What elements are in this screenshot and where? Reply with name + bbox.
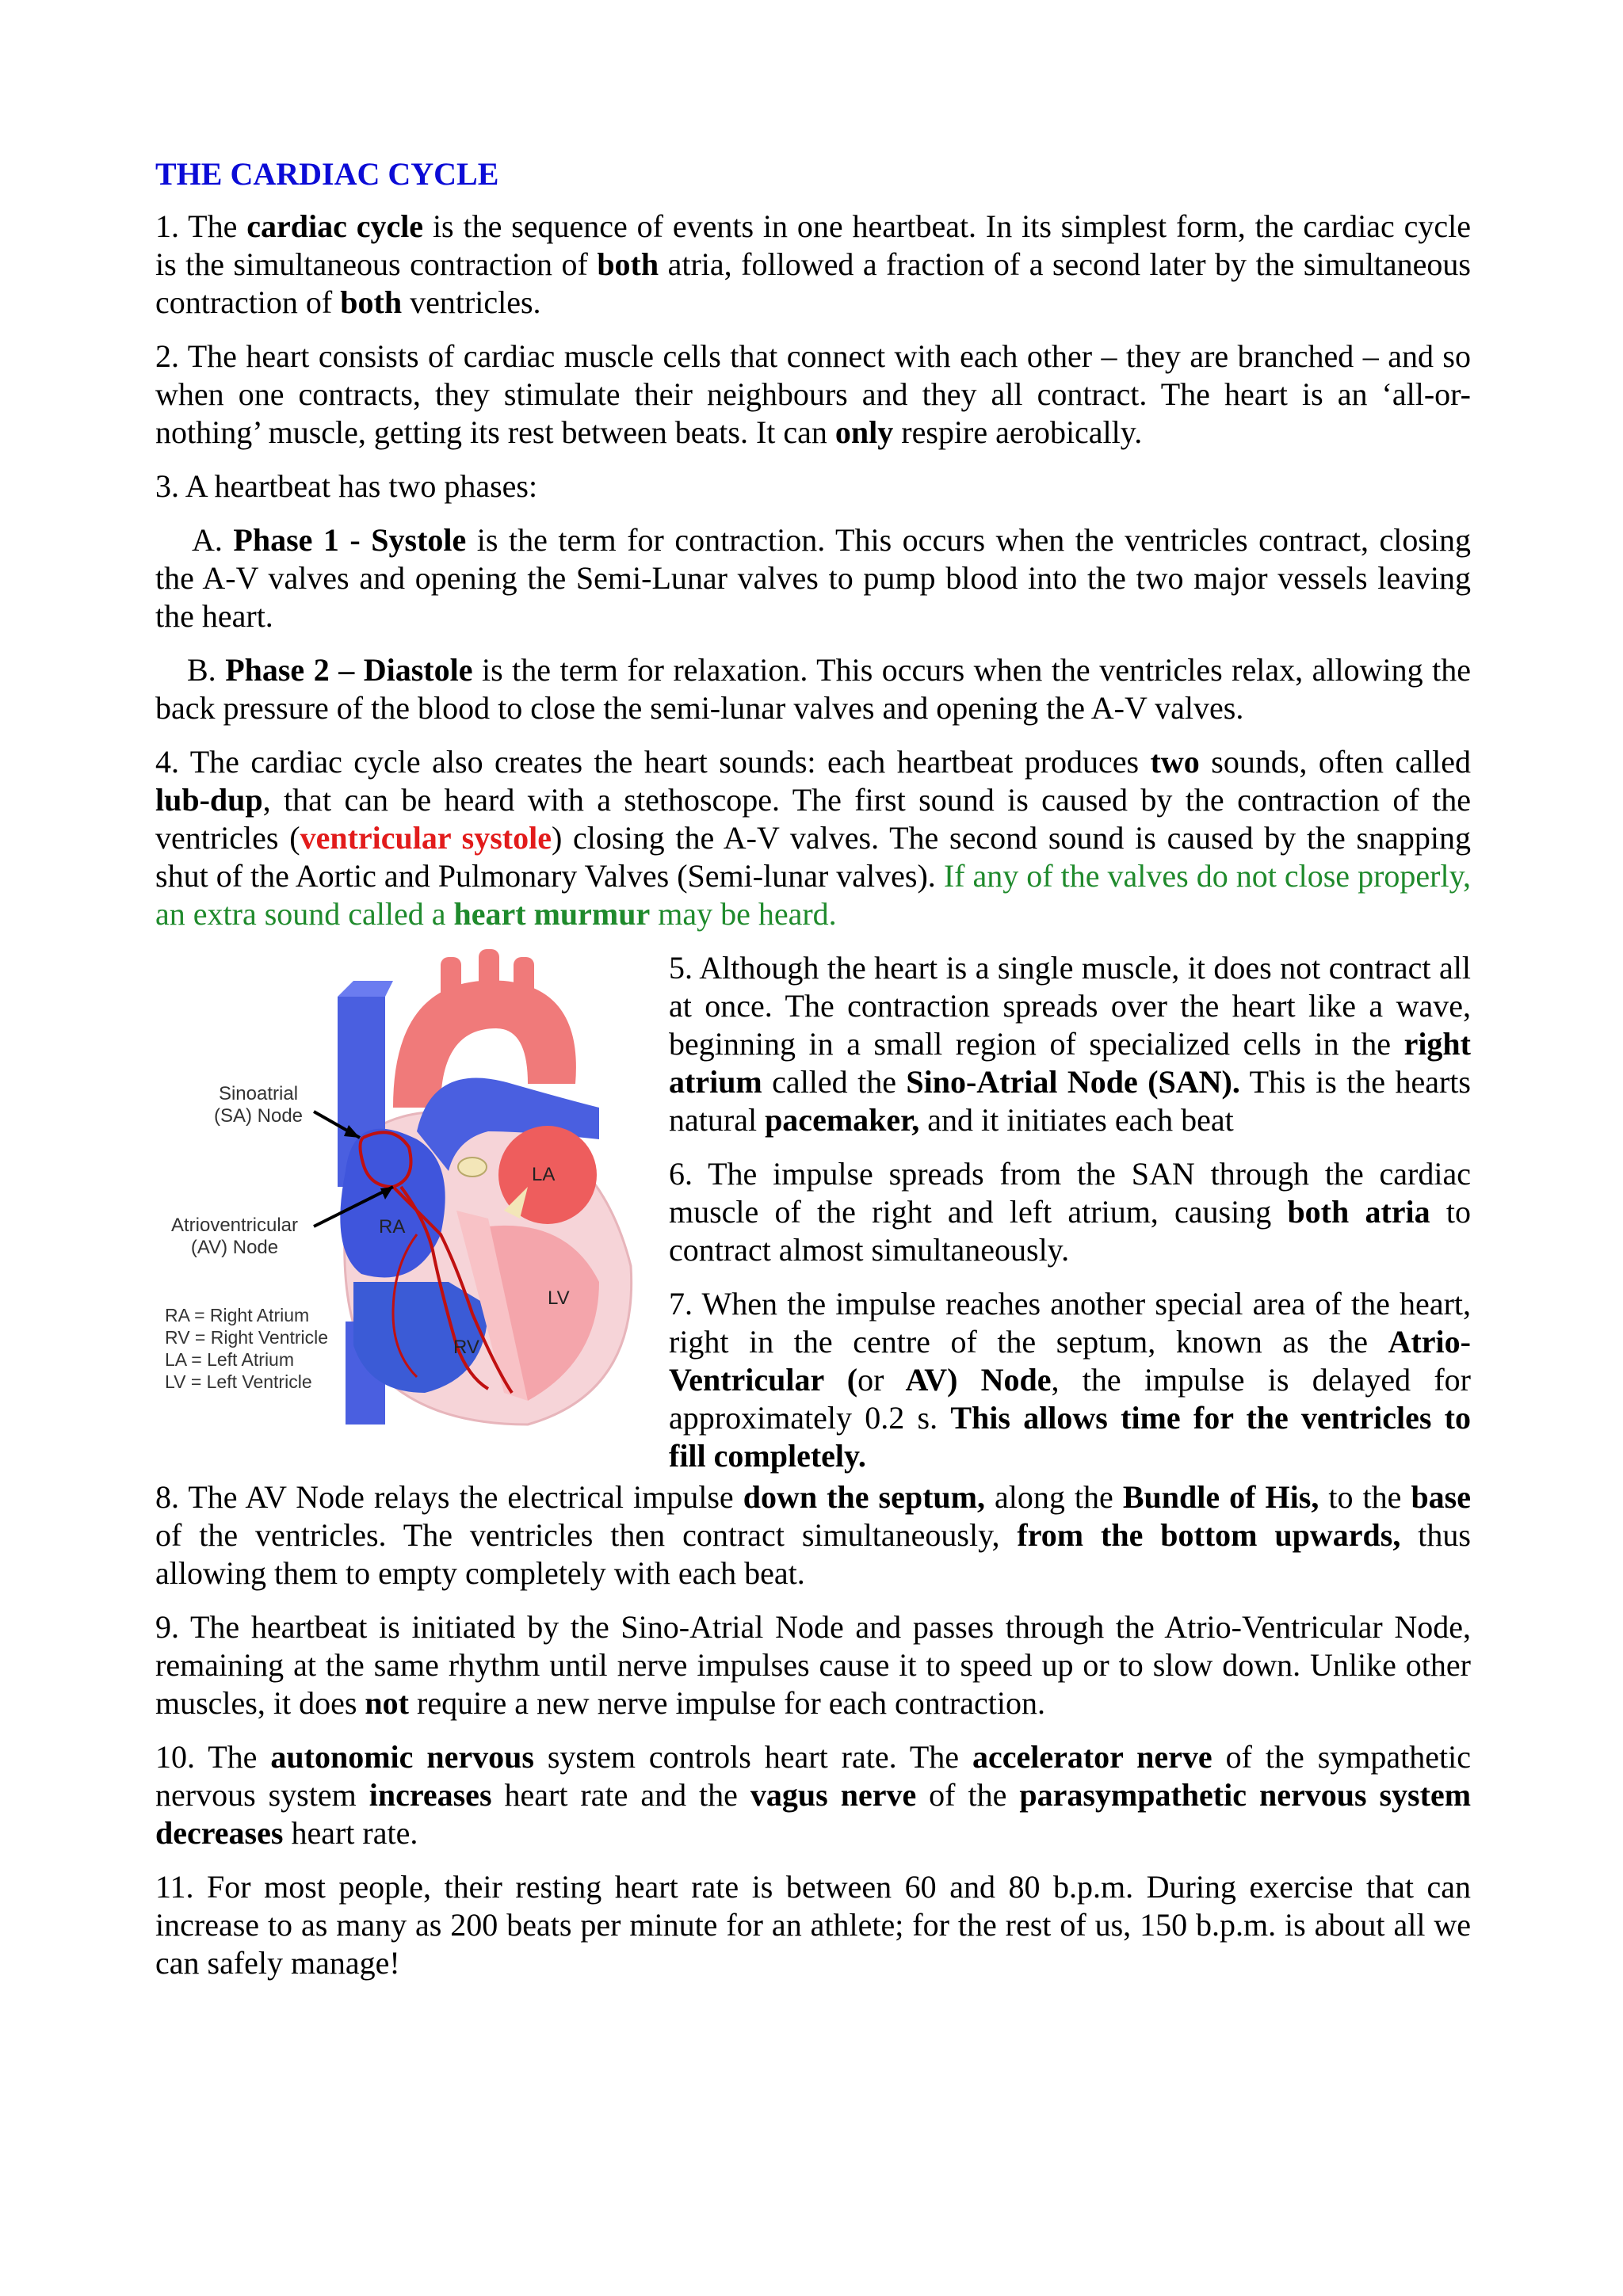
ra-label: RA xyxy=(379,1216,406,1238)
legend-la: LA = Left Atrium xyxy=(165,1349,295,1370)
la-label: LA xyxy=(532,1164,556,1185)
vena-cava-top-shape xyxy=(338,981,393,997)
lv-label: LV xyxy=(548,1287,570,1309)
aorta-branch-3-shape xyxy=(514,957,534,1013)
paragraph-5: 5. Although the heart is a single muscle, it does not contract all at once. The contraction spreads over the heart like a wave, beginning in a small region of specialized cells in the right atrium called the Sino-Atrial Node (SAN). This is the hearts natural pacemaker, and it initiates each beat xyxy=(669,950,1471,1138)
paragraph-4: 4. The cardiac cycle also creates the heart sounds: each heartbeat produces two sounds, often called lub-dup, that can be heard with a stethoscope. The first sound is caused by the contraction of the ventricles (ventricular systole) closing the A-V valves. The second sound is caused by the snapping shut of the Aortic and Pulmonary Valves (Semi-lunar valves). If any of the valves do not close properly, an extra sound called a heart murmur may be heard. xyxy=(155,744,1471,932)
paragraph-8: 8. The AV Node relays the electrical impulse down the septum, along the Bundle of His, to the base of the ventricles. The ventricles then contract simultaneously, from the bottom upwards, thus allowing them to empty completely with each beat. xyxy=(155,1479,1472,1591)
figure-row xyxy=(155,949,1471,1474)
aorta-branch-2-shape xyxy=(479,949,499,1005)
paragraph-phase-b: B. Phase 2 – Diastole is the term for relaxation. This occurs when the ventricles relax, allowing the back pressure of the blood to close the semi-lunar valves and opening the A-V valves. xyxy=(155,652,1471,726)
page-title: THE CARDIAC CYCLE xyxy=(155,156,499,192)
paragraph-2: 2. The heart consists of cardiac muscle cells that connect with each other – they are branched – and so when one contracts, they stimulate their neighbours and they all contract. The heart is an ‘all-or-nothing’ muscle, getting its rest between beats. It can only respire aerobically. xyxy=(155,338,1471,450)
sa-node-label-line-1: Sinoatrial xyxy=(218,1083,299,1104)
aorta-branch-1-shape xyxy=(441,957,461,1013)
semilunar-valve-shape xyxy=(458,1158,487,1177)
document-page xyxy=(155,155,1471,1998)
right-column-text xyxy=(669,949,1471,1491)
paragraph-7: 7. When the impulse reaches another special area of the heart, right in the centre of the septum, known as the Atrio-Ventricular (or AV) Node, the impulse is delayed for approximately 0.2 s. This allows time for the ventricles to fill completely. xyxy=(669,1286,1471,1474)
heart-diagram-svg xyxy=(155,949,655,1428)
paragraph-phase-a: A. Phase 1 - Systole is the term for contraction. This occurs when the ventricles contract, closing the A-V valves and opening the Semi-Lunar valves to pump blood into the two major vessels leaving the heart. xyxy=(155,522,1472,634)
sa-node-label-line-2: (SA) Node xyxy=(213,1105,304,1127)
paragraph-11: 11. For most people, their resting heart rate is between 60 and 80 b.p.m. During exercise that can increase to as many as 200 beats per minute for an athlete; for the rest of us, 150 b.p.m. is about all we can safely manage! xyxy=(155,1869,1471,1981)
heart-conduction-diagram xyxy=(155,949,655,1428)
legend-lv: LV = Left Ventricle xyxy=(165,1371,312,1392)
paragraph-10: 10. The autonomic nervous system controls heart rate. The accelerator nerve of the sympathetic nervous system increases heart rate and the vagus nerve of the parasympathetic nervous system decreases heart rate. xyxy=(155,1739,1472,1851)
rv-label: RV xyxy=(453,1337,479,1358)
legend-ra: RA = Right Atrium xyxy=(165,1305,310,1325)
paragraph-6: 6. The impulse spreads from the SAN through the cardiac muscle of the right and left atrium, causing both atria to contract almost simultaneously. xyxy=(669,1156,1471,1268)
paragraph-1: 1. The cardiac cycle is the sequence of events in one heartbeat. In its simplest form, the cardiac cycle is the simultaneous contraction of both atria, followed a fraction of a second later by the simultaneous contraction of both ventricles. xyxy=(155,208,1472,320)
av-node-label-line-2: (AV) Node xyxy=(190,1237,279,1258)
paragraph-3: 3. A heartbeat has two phases: xyxy=(155,468,538,504)
av-node-label-line-1: Atrioventricular xyxy=(170,1215,299,1236)
legend-rv: RV = Right Ventricle xyxy=(165,1327,329,1348)
paragraph-9: 9. The heartbeat is initiated by the Sino-Atrial Node and passes through the Atrio-Ventricular Node, remaining at the same rhythm until nerve impulses cause it to speed up or to slow down. Unlike other muscles, it does not require a new nerve impulse for each contraction. xyxy=(155,1609,1471,1721)
